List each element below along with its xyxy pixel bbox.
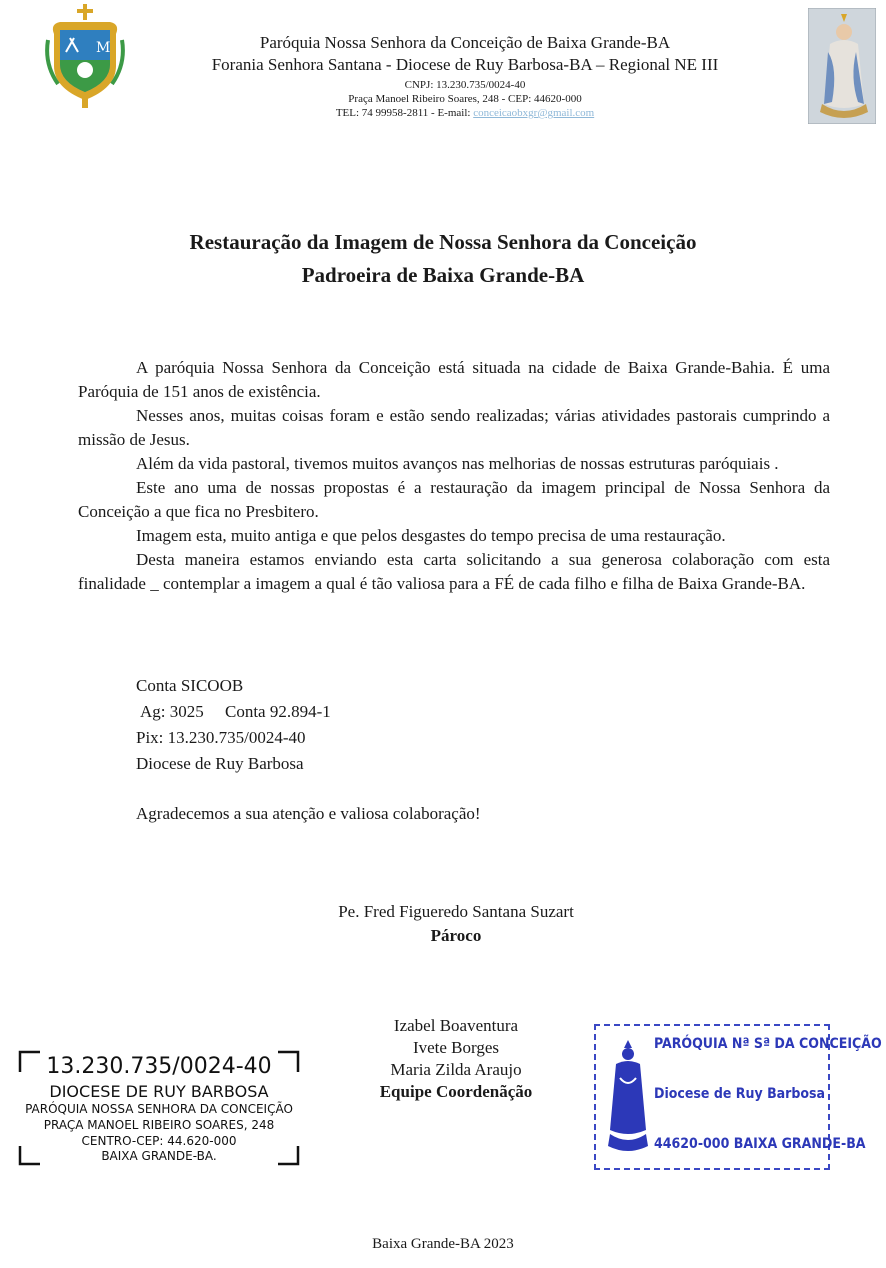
stamp-madonna-figure bbox=[606, 1038, 650, 1156]
team-member: Izabel Boaventura bbox=[393, 1016, 519, 1035]
header-email-link[interactable]: conceicaobxgr@gmail.com bbox=[473, 107, 595, 119]
svg-text:M: M bbox=[96, 40, 111, 56]
letter-body bbox=[78, 356, 830, 596]
header-contact bbox=[130, 107, 800, 119]
body-paragraph: Este ano uma de nossas propostas é a restauração da imagem principal de Nossa Senhora da Conceição a que fica no Presbitero. bbox=[78, 478, 830, 521]
document-title-line2: Padroeira de Baixa Grande-BA bbox=[301, 263, 585, 287]
stamp-cep: CENTRO-CEP: 44.620-000 bbox=[81, 1134, 237, 1148]
header-forania-line: Forania Senhora Santana - Diocese de Ruy Barbosa-BA – Regional NE III bbox=[211, 55, 719, 74]
body-paragraph: Desta maneira estamos enviando esta carta solicitando a sua generosa colaboração com esta finalidade _ contemplar a imagem a qual é tão valiosa para a FÉ de cada filho e filha de Baixa Grande-BA. bbox=[78, 550, 830, 593]
diocese-crest-logo bbox=[44, 4, 126, 108]
stamp-parish-name: PARÓQUIA Nª Sª DA CONCEIÇÃO bbox=[654, 1036, 882, 1052]
cnpj-stamp bbox=[18, 1050, 300, 1168]
bank-pix: Pix: 13.230.735/0024-40 bbox=[136, 728, 306, 747]
stamp-cep-city: 44620-000 BAIXA GRANDE-BA bbox=[654, 1136, 866, 1152]
header-phone: TEL: 74 99958-2811 - E-mail: bbox=[335, 107, 471, 119]
priest-name: Pe. Fred Figueredo Santana Suzart bbox=[338, 902, 574, 921]
bank-account-name: Conta SICOOB bbox=[136, 676, 244, 695]
team-member: Ivete Borges bbox=[412, 1038, 500, 1057]
header-address: Praça Manoel Ribeiro Soares, 248 - CEP: 44620-000 bbox=[348, 93, 582, 105]
stamp-city: BAIXA GRANDE-BA. bbox=[101, 1149, 217, 1163]
footer-place-year: Baixa Grande-BA 2023 bbox=[372, 1236, 514, 1252]
bank-agency-account: Ag: 3025 Conta 92.894-1 bbox=[140, 702, 331, 721]
stamp-address: PRAÇA MANOEL RIBEIRO SOARES, 248 bbox=[43, 1118, 275, 1132]
priest-role: Pároco bbox=[430, 926, 482, 945]
saint-statue-image bbox=[808, 8, 876, 124]
body-paragraph: Imagem esta, muito antiga e que pelos desgastes do tempo precisa de uma restauração. bbox=[136, 526, 726, 545]
stamp-cnpj: 13.230.735/0024-40 bbox=[46, 1054, 272, 1079]
stamp-diocese-name: Diocese de Ruy Barbosa bbox=[654, 1086, 826, 1102]
stamp-parish: PARÓQUIA NOSSA SENHORA DA CONCEIÇÃO bbox=[25, 1102, 293, 1116]
bank-diocese: Diocese de Ruy Barbosa bbox=[136, 754, 304, 773]
parish-stamp bbox=[594, 1024, 882, 1170]
header-cnpj: CNPJ: 13.230.735/0024-40 bbox=[404, 79, 526, 91]
body-paragraph: Nesses anos, muitas coisas foram e estão sendo realizadas; várias atividades pastorais cumprindo a missão de Jesus. bbox=[78, 406, 830, 449]
stamp-diocese: DIOCESE DE RUY BARBOSA bbox=[49, 1082, 269, 1101]
team-member: Maria Zilda Araujo bbox=[390, 1060, 522, 1079]
header-parish-name: Paróquia Nossa Senhora da Conceição de Baixa Grande-BA bbox=[259, 33, 671, 52]
thanks-line: Agradecemos a sua atenção e valiosa colaboração! bbox=[136, 804, 481, 823]
body-paragraph: A paróquia Nossa Senhora da Conceição está situada na cidade de Baixa Grande-Bahia. É uma Paróquia de 151 anos de existência. bbox=[78, 358, 830, 401]
team-role: Equipe Coordenãção bbox=[379, 1082, 533, 1101]
document-title-line1: Restauração da Imagem de Nossa Senhora da Conceição bbox=[189, 230, 697, 254]
body-paragraph: Além da vida pastoral, tivemos muitos avanços nas melhorias de nossas estruturas paróquiais . bbox=[136, 454, 779, 473]
